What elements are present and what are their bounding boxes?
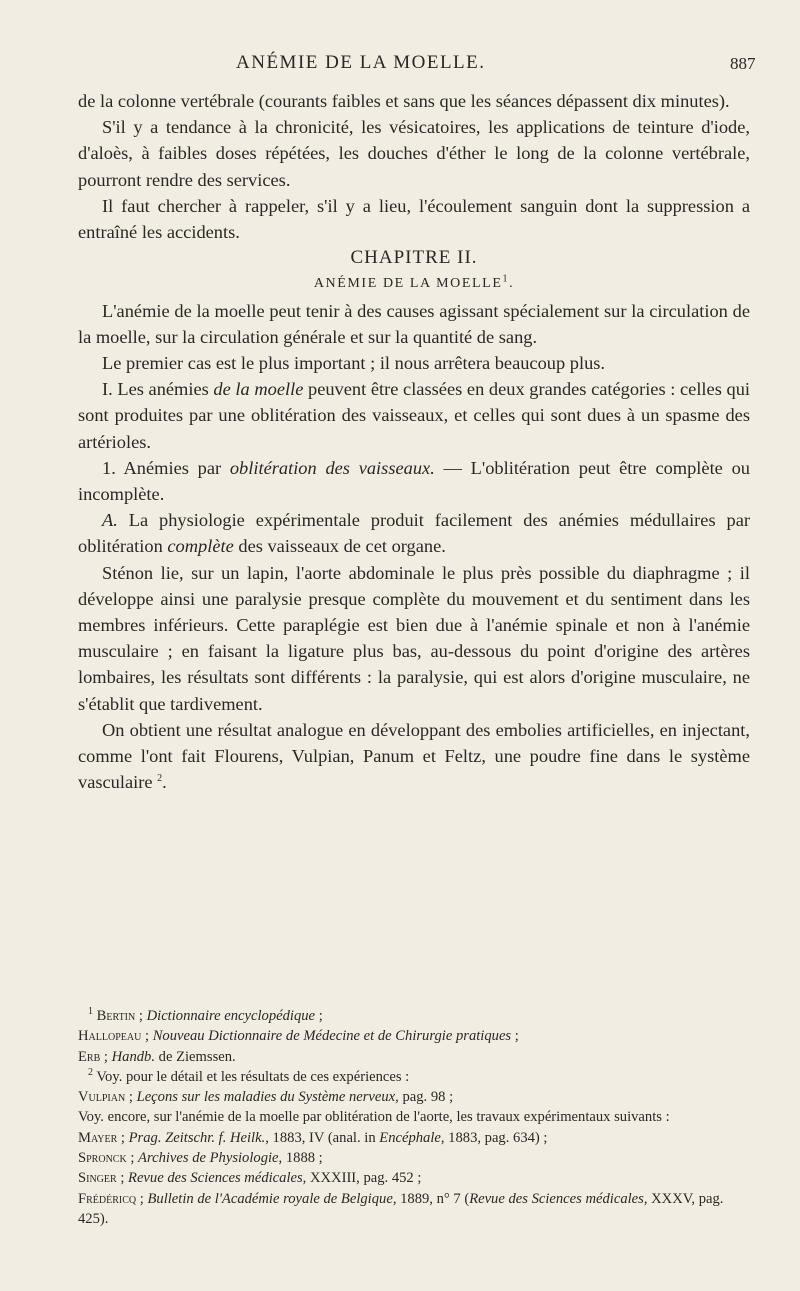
text-run: , 1888 ; <box>278 1150 323 1167</box>
footnotes <box>78 1006 750 1229</box>
text-run: La physiologie expérimentale produit facilement des anémies médullaires par oblitération <box>78 510 750 557</box>
text-run: , XXXV, pag. 425). <box>78 1190 724 1227</box>
work-title: Bulletin de l'Académie royale de Belgique <box>147 1190 393 1207</box>
paragraph: Sténon lie, sur un lapin, l'aorte abdominale le plus près possible du diaphragme ; il développe ainsi une paralysie presque complète du mouvement et du sentiment dans les membres inférieurs. Cette paraplégie est bien due à l'anémie spinale et non à l'anémie musculaire ; en faisant la ligature plus bas, au-dessous du point d'origine des artères lombaires, les résultats sont différents : la paralysie, qui est alors d'origine musculaire, ne s'établit que tardivement. <box>78 562 750 714</box>
running-title: ANÉMIE DE LA MOELLE. <box>236 52 486 73</box>
text-run: . <box>162 772 167 793</box>
italic-run: de la moelle <box>213 379 304 400</box>
italic-run: oblitération des vaisseaux. <box>229 457 435 478</box>
paragraph: Il faut chercher à rappeler, s'il y a lieu, l'écoulement sanguin dont la suppression a entraîné les accidents. <box>78 195 750 243</box>
author-name: Spronck <box>78 1150 127 1167</box>
footnote-line: Frédéricq ; Bulletin de l'Académie royale de Belgique, 1889, n° 7 (Revue des Sciences médicales, XXXV, pag. 425). <box>78 1190 724 1227</box>
footnote-line: Vulpian ; Leçons sur les maladies du Système nerveux, pag. 98 ; <box>78 1089 454 1106</box>
text-run: 1. Anémies par <box>102 457 230 478</box>
footnote: $^1$ Bertin ; Dictionnaire encyclopédique ; <box>88 1006 323 1024</box>
footnote-line: Mayer ; Prag. Zeitschr. f. Heilk., 1883, IV (anal. in Encéphale, 1883, pag. 634) ; <box>78 1129 548 1146</box>
footnote-line: Singer ; Revue des Sciences médicales, XXXIII, pag. 452 ; <box>78 1170 422 1187</box>
author-name: Hallopeau <box>78 1028 142 1045</box>
work-title: Nouveau Dictionnaire de Médecine et de Chirurgie pratiques <box>152 1028 512 1045</box>
text-run: , 1889, n° 7 ( <box>392 1190 470 1207</box>
footnote-marker: 2 <box>157 773 163 785</box>
footnote-marker: 1 <box>502 273 510 285</box>
paragraph <box>78 507 750 559</box>
body-text <box>78 88 750 795</box>
chapter-title: CHAPITRE II. <box>350 247 478 269</box>
text-run: On obtient une résultat analogue en développant des embolies artificielles, en injectant, comme l'ont fait Flourens, Vulpian, Panum et Feltz, une poudre fine dans le système vasculaire <box>78 719 750 793</box>
work-title: Encéphale <box>379 1129 441 1146</box>
author-name: Singer <box>78 1170 117 1187</box>
footnote-line: Voy. encore, sur l'anémie de la moelle par oblitération de l'aorte, les travaux expérimentaux suivants : <box>78 1109 670 1126</box>
footnote-number: 2 <box>88 1067 93 1079</box>
text-run: , 1883, IV (anal. in <box>265 1129 380 1146</box>
text-run: , XXXIII, pag. 452 ; <box>302 1170 422 1187</box>
work-title: Revue des Sciences médicales <box>128 1170 303 1187</box>
author-name: Erb <box>78 1048 101 1065</box>
work-title: Dictionnaire encyclopédique <box>146 1008 316 1024</box>
section-title-text: ANÉMIE DE LA MOELLE <box>313 276 503 292</box>
paragraph <box>78 455 750 507</box>
work-title: Archives de Physiologie <box>138 1150 279 1167</box>
paragraph <box>78 717 750 796</box>
page-number: 887 <box>730 54 756 73</box>
author-name: Mayer <box>78 1129 118 1146</box>
text-run: de Ziemssen. <box>155 1048 236 1065</box>
work-title: Prag. Zeitschr. f. Heilk. <box>128 1129 266 1146</box>
work-title: Revue des Sciences médicales <box>469 1190 644 1207</box>
footnote <box>78 1067 750 1087</box>
italic-run: complète <box>167 536 234 557</box>
author-name: Vulpian <box>78 1089 126 1106</box>
text-run: Voy. pour le détail et les résultats de ces expériences : <box>96 1068 410 1085</box>
paragraph <box>78 376 750 455</box>
paragraph: S'il y a tendance à la chronicité, les vésicatoires, les applications de teinture d'iode, d'aloès, à faibles doses répétées, les douches d'éther le long de la colonne vertébrale, pourront rendre des services. <box>78 117 750 190</box>
text-run: peuvent être classées en deux grandes catégories : celles qui sont produites par une oblitération des vaisseaux, et celles qui sont dues à un spasme des artérioles. <box>78 379 750 452</box>
footnote-line: Spronck ; Archives de Physiologie, 1888 ; <box>78 1150 323 1167</box>
section-title: ANÉMIE DE LA MOELLE$^1$. <box>313 273 515 292</box>
text-run: — L'oblitération peut être complète ou incomplète. <box>78 457 750 505</box>
text-run: , 1883, pag. 634) ; <box>440 1129 548 1146</box>
footnote-line: Hallopeau ; Nouveau Dictionnaire de Médecine et de Chirurgie pratiques ; <box>78 1028 519 1045</box>
paragraph: L'anémie de la moelle peut tenir à des causes agissant spécialement sur la circulation de la moelle, sur la circulation générale et sur la quantité de sang. <box>78 300 750 347</box>
work-title: Leçons sur les maladies du Système nerveux <box>136 1089 396 1106</box>
running-header <box>0 52 800 76</box>
paragraph: de la colonne vertébrale (courants faibles et sans que les séances dépassent dix minutes). <box>78 91 730 111</box>
author-name: Bertin <box>96 1008 136 1024</box>
work-title: Handb. <box>111 1048 156 1065</box>
text-run: des vaisseaux de cet organe. <box>233 536 446 557</box>
paragraph: Le premier cas est le plus important ; il nous arrêtera beaucoup plus. <box>102 353 606 374</box>
footnote-line: Erb ; Handb. de Ziemssen. <box>78 1048 236 1065</box>
text-run: , pag. 98 ; <box>395 1089 454 1106</box>
footnote-number: 1 <box>88 1006 93 1018</box>
text-run: I. Les anémies <box>102 379 214 400</box>
italic-run: A. <box>102 510 118 531</box>
author-name: Frédéricq <box>78 1190 137 1207</box>
